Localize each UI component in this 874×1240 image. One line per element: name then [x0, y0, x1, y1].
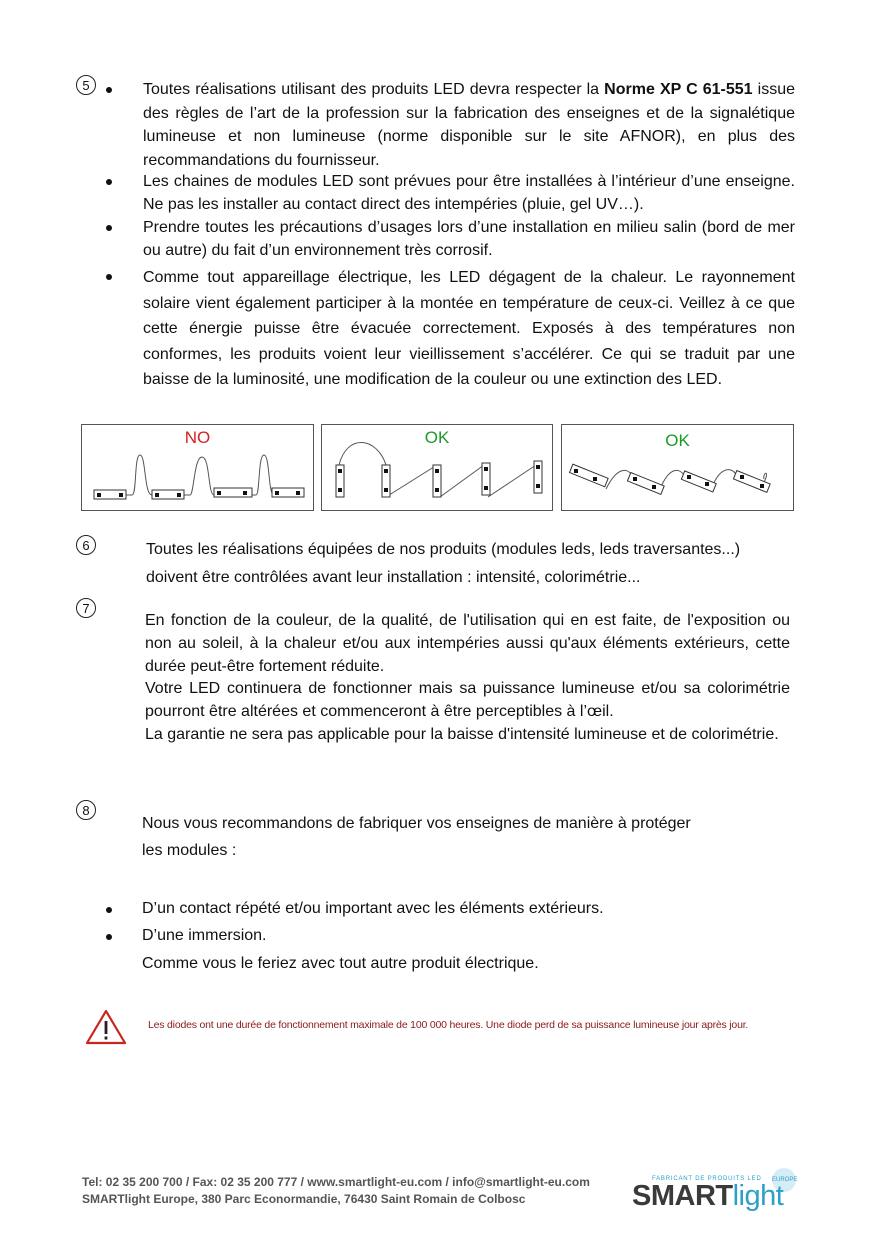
- logo-tagline: FABRICANT DE PRODUITS LED: [652, 1176, 762, 1182]
- section-6-text: [146, 536, 806, 592]
- figure-panel-ok-diagonal: [561, 424, 794, 511]
- footer-contact: Tel: 02 35 200 700 / Fax: 02 35 200 777 / www.smartlight-eu.com / info@smartlight-eu.com: [82, 1175, 590, 1189]
- led-chain-vertical-illustration: [322, 425, 552, 510]
- section-7-marker: 7: [76, 598, 96, 618]
- bullet-contact-text: D’un contact répété et/ou important avec les éléments extérieurs.: [142, 900, 604, 917]
- panel-label-no: NO: [184, 428, 211, 447]
- bullet-chaines-text: Les chaines de modules LED sont prévues pour être installées à l’intérieur d’une enseigne. Ne pas les installer au contact direct des intempéries (pluie, gel UV…).: [143, 173, 795, 213]
- section-7-paragraph-3: La garantie ne sera pas applicable pour la baisse d'intensité lumineuse et de colorimétrie.: [145, 725, 779, 743]
- panel-label-ok-2: OK: [665, 431, 690, 450]
- footer-address: SMARTlight Europe, 380 Parc Econormandie, 76430 Saint Romain de Colbosc: [82, 1192, 526, 1206]
- figure-panel-ok-vertical: [321, 424, 553, 511]
- warning-text: Les diodes ont une durée de fonctionnement maximale de 100 000 heures. Une diode perd de sa puissance lumineuse jour après jour.: [148, 1019, 749, 1031]
- led-chain-bad-illustration: [82, 425, 313, 510]
- bullet-chaleur-text: Comme tout appareillage électrique, les LED dégagent de la chaleur. Le rayonnement solaire vient également participer à la montée en température de ceux-ci. Veillez à ce que cette énergie puisse être évacuée correctement. Exposés à des températures non conformes, les produits voient leur vieillissement s’accélérer. Ce qui se traduit par une baisse de la luminosité, une modification de la couleur ou une extinction des LED.: [143, 269, 795, 388]
- section-8-marker: 8: [76, 800, 96, 820]
- section-5-marker: 5: [76, 75, 96, 95]
- section-6-marker: 6: [76, 535, 96, 555]
- bullet-norme-text: Toutes réalisations utilisant des produits LED devra respecter la Norme XP C 61-551 issue des règles de l’art de la profession sur la fabrication des enseignes et de la signalétique lumineuse et non lumineuse (norme disponible sur le site AFNOR), en plus des recommandations du fournisseur.: [143, 81, 796, 169]
- warning-triangle-icon: [85, 1009, 127, 1045]
- led-chain-diagonal-illustration: [562, 425, 793, 510]
- section-8-closing: Comme vous le feriez avec tout autre produit électrique.: [142, 955, 539, 972]
- bullet-immersion-text: D’une immersion.: [142, 927, 267, 944]
- logo-brand-light: light: [732, 1180, 784, 1212]
- figure-panel-no: [81, 424, 314, 511]
- section-8-line-1: Nous vous recommandons de fabriquer vos enseignes de manière à protéger: [142, 815, 691, 832]
- smartlight-logo: [632, 1180, 783, 1213]
- section-6-line-2: doivent être contrôlées avant leur installation : intensité, colorimétrie...: [146, 569, 641, 586]
- section-7-paragraph-1: En fonction de la couleur, de la qualité, de l'utilisation qui en est faite, de l'exposition ou non au soleil, à la chaleur et/ou aux intempéries aussi qu'aux éléments extérieurs, cette durée peut-être fortement réduite.: [145, 612, 790, 675]
- section-8-line-2: les modules :: [142, 842, 237, 859]
- logo-brand-smart: SMART: [632, 1180, 733, 1212]
- bullet-salin-text: Prendre toutes les précautions d’usages lors d’une installation en milieu salin (bord de mer ou autre) du fait d’un environnement très corrosif.: [143, 219, 795, 259]
- norme-reference: Norme XP C 61-551: [604, 81, 753, 98]
- panel-label-ok-1: OK: [424, 428, 450, 447]
- section-7-text: [145, 610, 790, 747]
- logo-badge: EUROPE: [772, 1168, 796, 1192]
- section-7-paragraph-2: Votre LED continuera de fonctionner mais sa puissance lumineuse et/ou sa colorimétrie pourront être altérées et commenceront à être perceptibles à l’œil.: [145, 680, 790, 721]
- section-8-intro: [142, 810, 782, 864]
- section-6-line-1: Toutes les réalisations équipées de nos produits (modules leds, leds traversantes...): [146, 541, 741, 558]
